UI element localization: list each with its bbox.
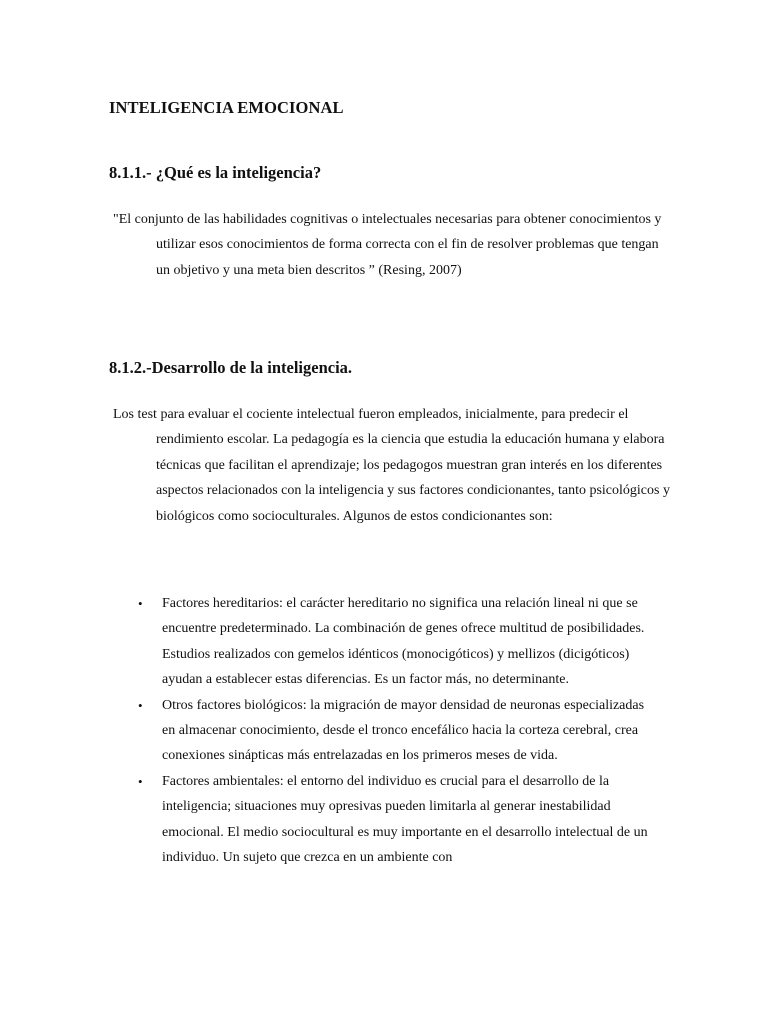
list-item-text: Factores ambientales: el entorno del individuo es crucial para el desarrollo de la inteligencia; situaciones muy opresivas pueden limitarla al generar inestabilidad emocional. El medio sociocultural es muy importante en el desarrollo intelectual de un individuo. Un sujeto que crezca en un ambiente con xyxy=(162,773,648,866)
body-paragraph: Los test para evaluar el cociente intelectual fueron empleados, inicialmente, para predecir el rendimiento escolar. La pedagogía es la ciencia que estudia la educación humana y elabora técnicas que facilitan el aprendizaje; los pedagogos muestran gran interés en los diferentes aspectos relacionados con la inteligencia y sus factores condicionantes, tanto psicológicos y biológicos como socioculturales. Algunos de estos condicionantes son: xyxy=(113,407,670,524)
list-item-factores-ambientales xyxy=(138,769,660,871)
list-item-text: Factores hereditarios: el carácter hereditario no significa una relación lineal ni que se encuentre predeterminado. La combinación de genes ofrece multitud de posibilidades. Estudios realizados con gemelos idénticos (monocigóticos) y mellizos (dicigóticos) ayudan a establecer estas diferencias. Es un factor más, no determinante. xyxy=(162,596,645,688)
quote-paragraph: "El conjunto de las habilidades cognitivas o intelectuales necesarias para obtener conocimientos y utilizar esos conocimientos de forma correcta con el fin de resolver problemas que tengan un objetivo y una meta bien descritos ” (Resing, 2007) xyxy=(113,212,662,278)
list-item-factores-hereditarios xyxy=(138,591,660,693)
list-item-text: Otros factores biológicos: la migración de mayor densidad de neuronas especializadas en almacenar conocimiento, desde el tronco encefálico hacia la corteza cerebral, crea conexiones sinápticas más entrelazadas en los primeros meses de vida. xyxy=(162,697,645,764)
list-item-otros-factores-biologicos xyxy=(138,693,660,769)
section-heading-que-es-inteligencia: 8.1.1.- ¿Qué es la inteligencia? xyxy=(109,163,322,182)
bullet-icon: • xyxy=(138,697,143,713)
factors-list xyxy=(138,591,660,870)
document-title: INTELIGENCIA EMOCIONAL xyxy=(109,98,344,117)
bullet-icon: • xyxy=(138,596,143,611)
bullet-icon: • xyxy=(138,773,143,789)
section-heading-desarrollo: 8.1.2.-Desarrollo de la inteligencia. xyxy=(109,358,353,377)
